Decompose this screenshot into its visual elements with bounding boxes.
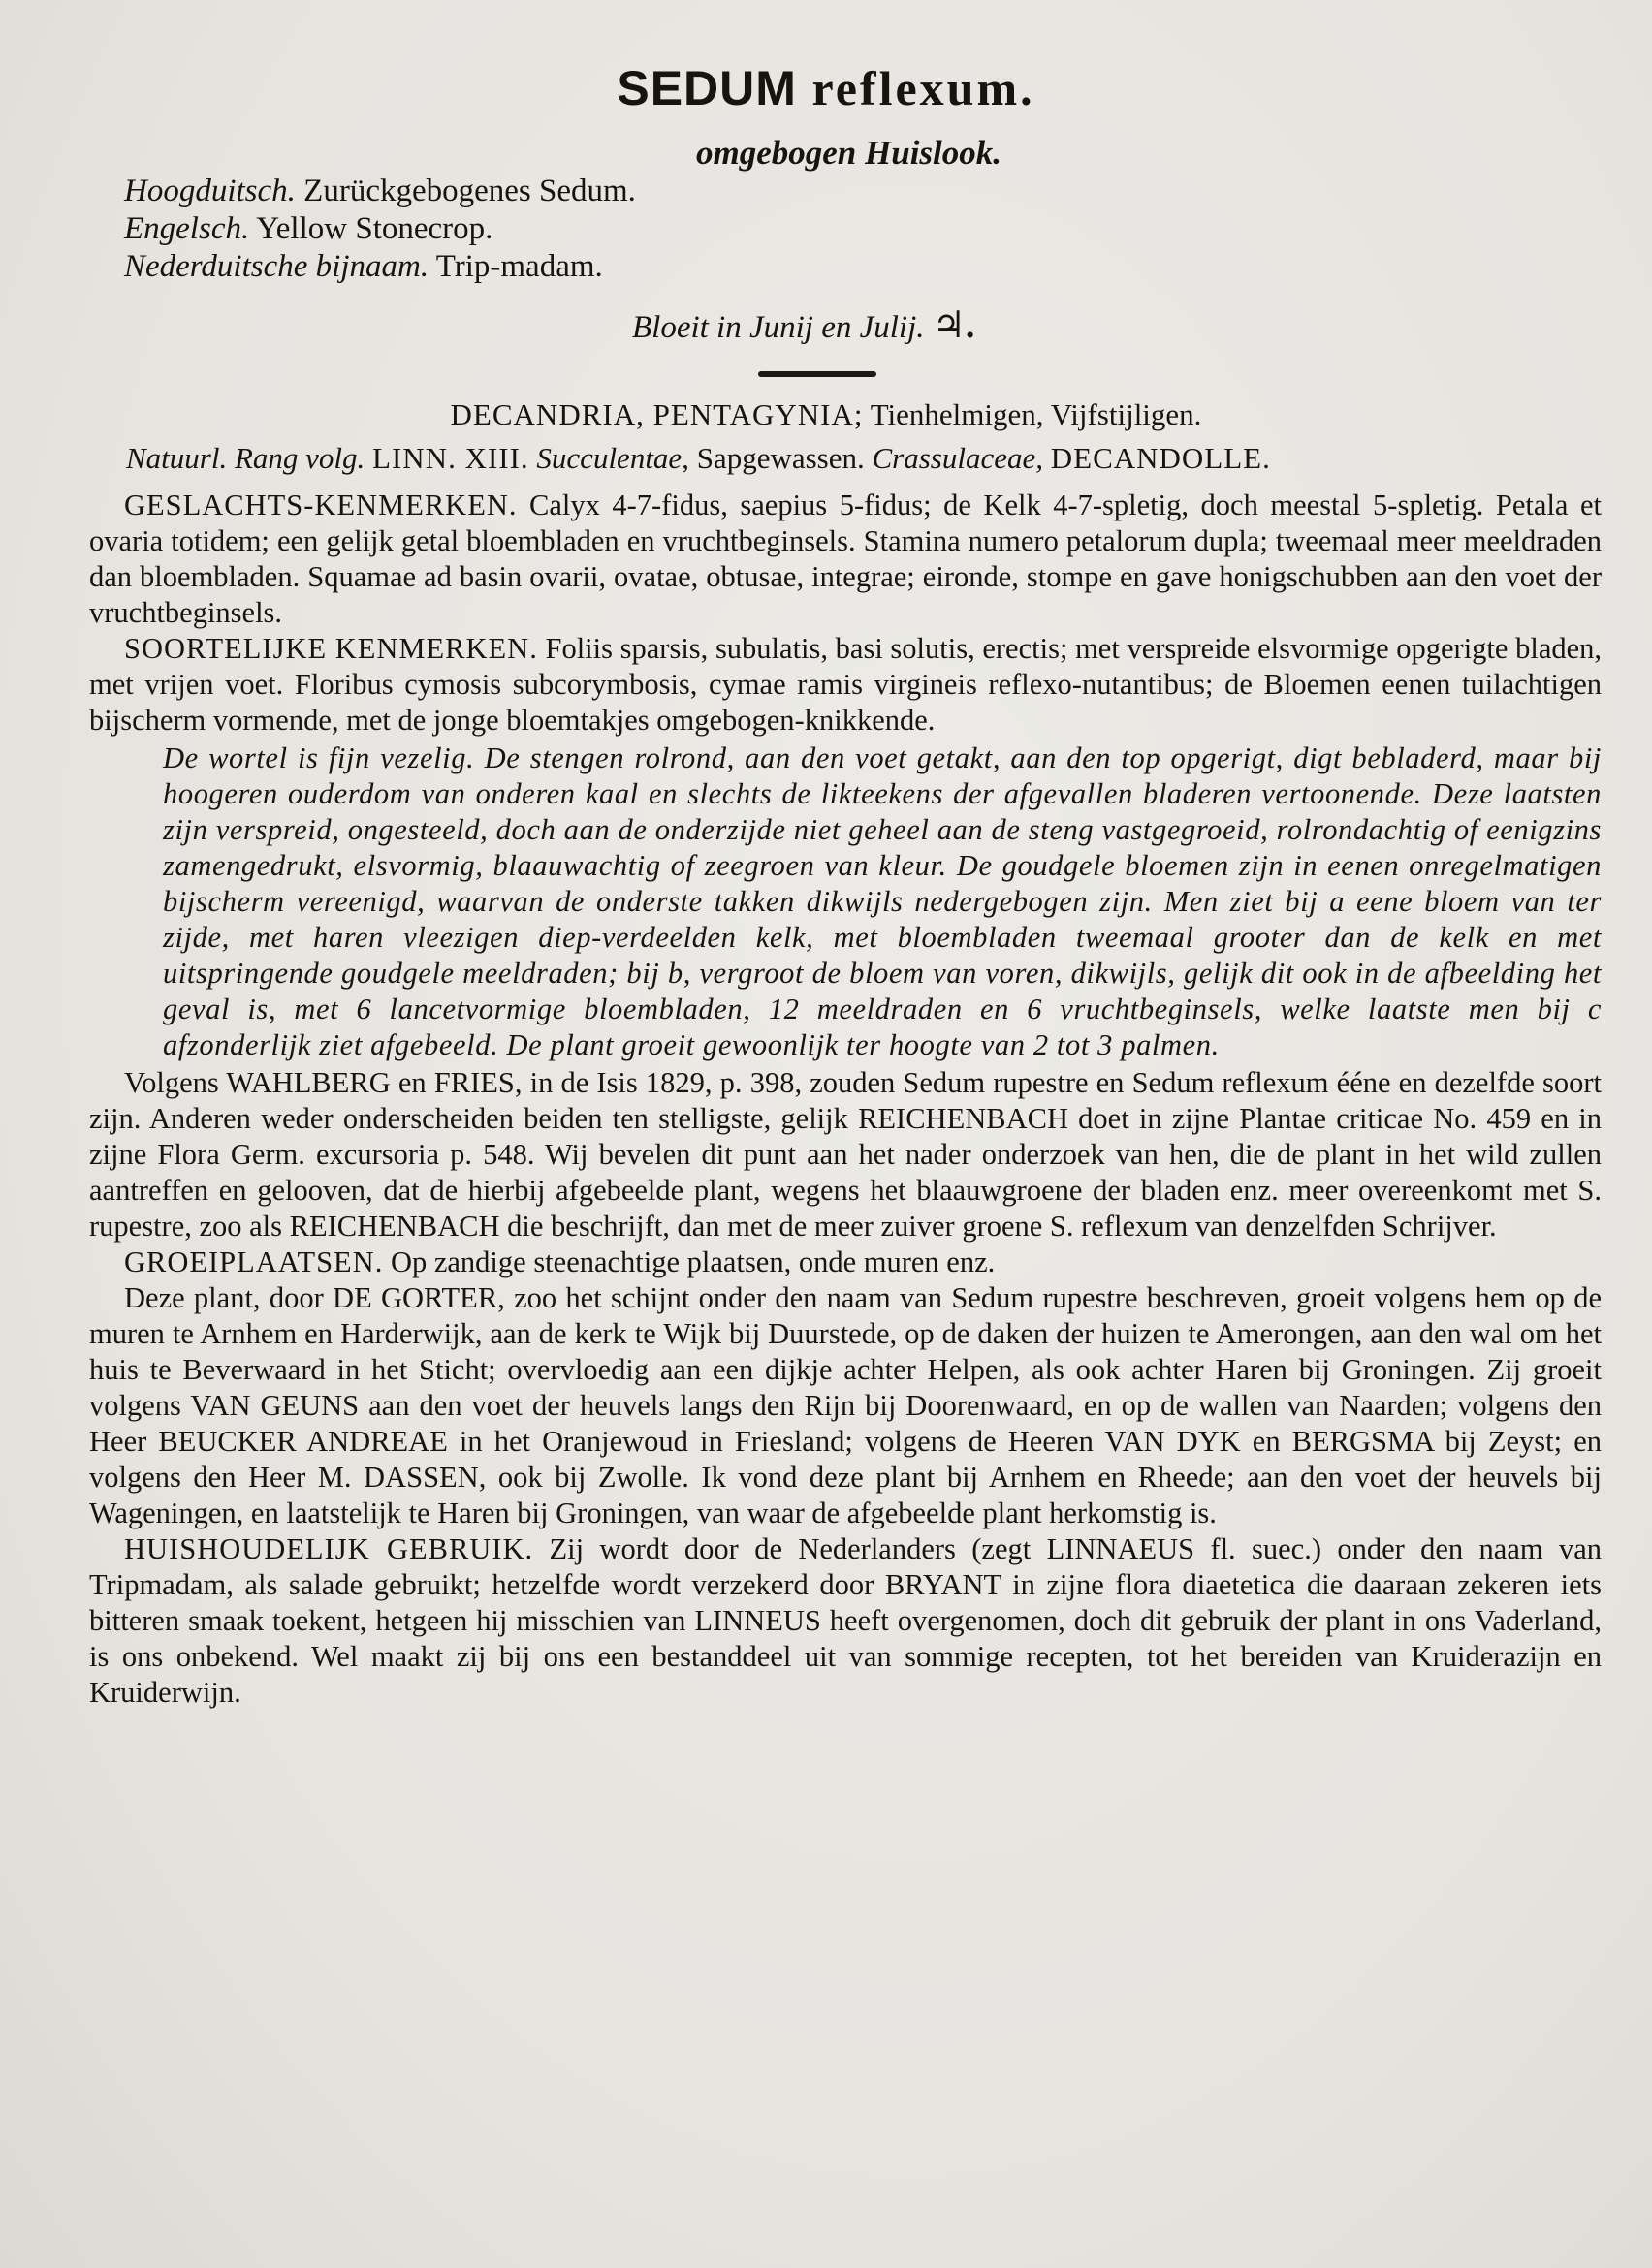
section-heading: SOORTELIJKE KENMERKEN. — [124, 632, 538, 665]
name-value: Yellow Stonecrop. — [256, 211, 493, 246]
perennial-symbol: ♃. — [932, 305, 975, 346]
linnaean-class — [0, 397, 1652, 432]
name-value: Trip-madam. — [435, 249, 603, 284]
common-name-row — [124, 248, 636, 286]
rank-linn: LINN. XIII. — [372, 441, 529, 475]
paragraph-household-use — [89, 1531, 1602, 1711]
paragraph-text: Foliis sparsis, subulatis, basi solutis, erectis; met verspreide elsvormige opgerigte bladen, met vrijen voet. Floribus cymosis subcorymbosis, cymae ramis virgineis reflexo-nutantibus; de Bloemen eenen tuilachtigen bijscherm vormende, met de jonge bloemtakjes omgebogen-knikkende. — [89, 632, 1603, 737]
page-subtitle: omgebogen Huislook. — [696, 134, 1002, 172]
section-heading: GESLACHTS-KENMERKEN. — [124, 488, 518, 521]
paragraph-species-characters — [89, 631, 1602, 739]
paragraph-text: Calyx 4-7-fidus, saepius 5-fidus; de Kelk 4-7-spletig, doch meestal 5-spletig. Petala et ovaria totidem; een gelijk getal bloembladen en vruchtbeginsels. Stamina numero petalorum dupla; tweemaal meer meeldraden dan bloembladen. Squamae ad basin ovarii, ovatae, obtusae, integrae; eironde, stompe en gave honigschubben aan den voet der vruchtbeginsels. — [89, 488, 1602, 629]
title-species: reflexum. — [811, 61, 1035, 115]
class-dutch: Tienhelmigen, Vijfstijligen. — [870, 397, 1202, 431]
body-text — [89, 488, 1602, 1711]
paragraph-description: De wortel is fijn vezelig. De stengen rolrond, aan den voet getakt, aan den top opgerigt, digt bebladerd, maar bij hoogeren ouderdom van onderen kaal en slechts de likteekens der afgevallen bladeren vertoonende. Deze laatsten zijn verspreid, ongesteeld, doch aan de onderzijde niet geheel aan de steng vastgegroeid, rolrondachtig of eenigzins zamengedrukt, elsvormig, blaauwachtig of zeegroen van kleur. De goudgele bloemen zijn in eenen onregelmatigen bijscherm vereenigd, waarvan de onderste takken dikwijls nedergebogen zijn. Men ziet bij a eene bloem van ter zijde, met haren vleezigen diep-verdeelden kelk, met bloembladen tweemaal grooter dan de kelk en met uitspringende goudgele meeldraden; bij b, vergroot de bloem van voren, dikwijls, gelijk dit ook in de afbeelding het geval is, met 6 lancetvormige bloembladen, 12 meeldraden en 6 vruchtbeginsels, welke laatste men bij c afzonderlijk ziet afgebeeld. De plant groeit gewoonlijk ter hoogte van 2 tot 3 palmen. — [163, 741, 1602, 1061]
name-language: Nederduitsche bijnaam. — [124, 249, 429, 284]
flowering-line — [632, 302, 974, 347]
name-language: Engelsch. — [124, 211, 250, 246]
common-names — [124, 173, 636, 286]
natural-rank — [126, 441, 1271, 476]
common-name-row — [124, 173, 636, 210]
paragraph-volgens: Volgens WAHLBERG en FRIES, in de Isis 1829, p. 398, zouden Sedum rupestre en Sedum reflexum ééne en dezelfde soort zijn. Anderen weder onderscheiden beiden ten stelligste, gelijk REICHENBACH doet in zijne Plantae criticae No. 459 en in zijne Flora Germ. excursoria p. 548. Wij bevelen dit punt aan het nader onderzoek van hen, die de plant in het wild zullen aantreffen en gelooven, dat de hierbij afgebeelde plant, wegens het blaauwgroene der bladen enz. meer overeenkomt met S. rupestre, zoo als REICHENBACH die beschrijft, dan met de meer zuiver groene S. reflexum van denzelfden Schrijver. — [89, 1066, 1602, 1243]
paragraph-genus-characters — [89, 488, 1602, 631]
paragraph-text: Zij wordt door de Nederlanders (zegt LINNAEUS fl. suec.) onder den naam van Tripmadam, als salade gebruikt; hetzelfde wordt verzekerd door BRYANT in zijne flora diaetetica die daaraan zekeren iets bitteren smaak toekent, hetgeen hij misschien van LINNEUS heeft overgenomen, doch dit gebruik der plant in ons Vaderland, is ons onbekend. Wel maakt zij bij ons een bestanddeel uit van sommige recepten, tot het bereiden van Kruiderazijn en Kruiderwijn. — [89, 1532, 1602, 1709]
section-heading: GROEIPLAATSEN. — [124, 1245, 384, 1278]
rank-crassulaceae: Crassulaceae, — [872, 441, 1043, 475]
rank-succulentae: Succulentae, — [536, 441, 689, 475]
paragraph-localities: Deze plant, door DE GORTER, zoo het schijnt onder den naam van Sedum rupestre beschreven, groeit volgens hem op de muren te Arnhem en Harderwijk, aan de kerk te Wijk bij Duurstede, op de daken der huizen te Amerongen, aan den wal om het huis te Beverwaard in het Sticht; overvloedig aan een dijkje achter Helpen, als ook achter Haren bij Groningen. Zij groeit volgens VAN GEUNS aan den voet der heuvels langs den Rijn bij Doorenwaard, en op de wallen van Naarden; volgens den Heer BEUCKER ANDREAE in het Oranjewoud in Friesland; volgens de Heeren VAN DYK en BERGSMA bij Zeyst; en volgens den Heer M. DASSEN, ook bij Zwolle. Ik vond deze plant bij Arnhem en Rheede; aan den voet der heuvels bij Wageningen, en laatstelijk te Haren bij Groningen, van waar de afgebeelde plant herkomstig is. — [89, 1281, 1602, 1529]
section-heading: HUISHOUDELIJK GEBRUIK. — [124, 1532, 534, 1565]
name-value: Zurückgebogenes Sedum. — [303, 173, 636, 208]
flowering-text: Bloeit in Junij en Julij. — [632, 310, 925, 345]
rank-label: Natuurl. Rang volg. — [126, 441, 365, 475]
name-language: Hoogduitsch. — [124, 173, 296, 208]
rank-sapgewassen: Sapgewassen. — [696, 441, 865, 475]
rank-decandolle: DECANDOLLE. — [1050, 441, 1271, 475]
page-title — [0, 60, 1652, 116]
title-genus: SEDUM — [617, 61, 797, 115]
common-name-row — [124, 210, 636, 248]
paragraph-habitat — [89, 1244, 1602, 1280]
divider-rule — [758, 371, 876, 377]
paragraph-text: Op zandige steenachtige plaatsen, onde muren enz. — [390, 1245, 996, 1278]
class-system: DECANDRIA, PENTAGYNIA; — [450, 397, 864, 431]
